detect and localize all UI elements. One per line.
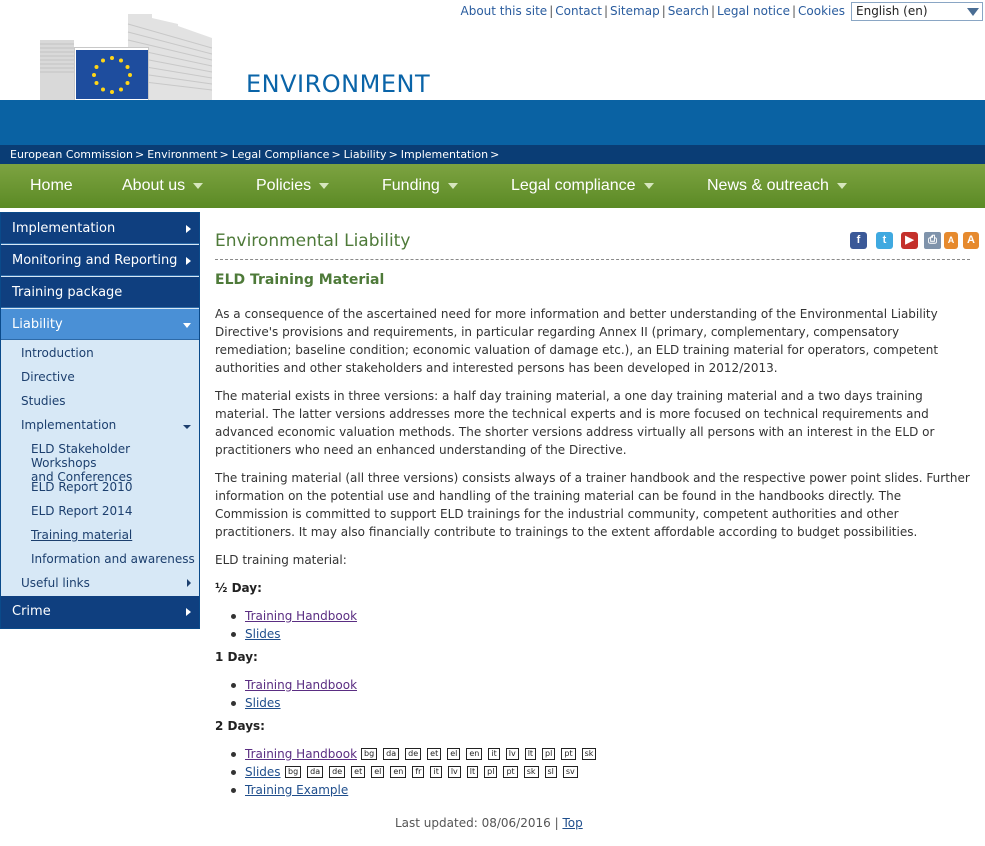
sidebar-item-label: Liability — [12, 317, 63, 332]
section-heading: ELD Training Material — [215, 272, 385, 288]
page-title: Environmental Liability — [215, 231, 411, 251]
sidebar-item-training-material[interactable]: Training material — [31, 528, 133, 542]
contact-link[interactable]: Contact — [555, 4, 602, 18]
language-link-bg[interactable]: bg — [285, 766, 301, 778]
language-link-el[interactable]: el — [371, 766, 384, 778]
about-this-site-link[interactable]: About this site — [460, 4, 548, 18]
sidebar-item-studies[interactable]: Studies — [21, 394, 66, 408]
bullet — [231, 788, 236, 793]
language-link-lv[interactable]: lv — [448, 766, 461, 778]
sidebar-item-implementation-sub[interactable]: Implementation — [21, 418, 117, 432]
legal-notice-link[interactable]: Legal notice — [717, 4, 790, 18]
language-link-et[interactable]: et — [351, 766, 365, 778]
breadcrumb-separator: > — [331, 148, 341, 161]
chevron-right-icon — [187, 579, 191, 587]
half-day-handbook-link[interactable]: Training Handbook — [245, 609, 358, 623]
site-title: ENVIRONMENT — [246, 70, 431, 98]
nav-about-us[interactable] — [122, 164, 203, 208]
sidebar — [0, 212, 200, 629]
facebook-icon[interactable]: f — [850, 232, 867, 249]
language-link-da[interactable]: da — [307, 766, 323, 778]
one-day-slides-link[interactable]: Slides — [245, 696, 281, 710]
youtube-icon[interactable]: ▶ — [901, 232, 918, 249]
language-link-sk[interactable]: sk — [524, 766, 539, 778]
chevron-right-icon — [186, 608, 191, 616]
chevron-down-icon — [644, 183, 654, 189]
chevron-down-icon — [183, 425, 191, 429]
sidebar-item-useful-links[interactable]: Useful links — [21, 576, 90, 590]
material-label: ELD training material: — [215, 553, 347, 567]
half-day-slides-link[interactable]: Slides — [245, 627, 281, 641]
sidebar-item-introduction[interactable]: Introduction — [21, 346, 94, 360]
nav-home-label: Home — [30, 177, 73, 194]
handbook-language-links — [361, 748, 602, 766]
sidebar-item-implementation[interactable] — [1, 213, 199, 244]
workshops-line2: and Conferences — [31, 470, 133, 484]
nav-legal-compliance[interactable] — [511, 164, 654, 208]
chevron-down-icon — [183, 323, 191, 328]
last-updated-text: Last updated: 08/06/2016 — [395, 816, 551, 830]
language-link-pt[interactable]: pt — [561, 748, 575, 760]
breadcrumb-european-commission[interactable]: European Commission — [10, 148, 134, 161]
sidebar-item-monitoring[interactable] — [1, 245, 199, 276]
sidebar-item-liability[interactable] — [1, 309, 199, 340]
two-days-label: 2 Days: — [215, 719, 265, 733]
sidebar-item-label: Crime — [12, 604, 51, 619]
half-day-label: ½ Day: — [215, 581, 262, 595]
sidebar-item-label: Implementation — [12, 221, 116, 236]
breadcrumb-separator: > — [490, 148, 500, 161]
chevron-down-icon — [967, 8, 979, 16]
main-nav — [0, 164, 985, 208]
language-link-sl[interactable]: sl — [545, 766, 557, 778]
language-select[interactable] — [851, 2, 983, 21]
chevron-down-icon — [448, 183, 458, 189]
bullet — [231, 632, 236, 637]
language-link-lt[interactable]: lt — [467, 766, 478, 778]
nav-home[interactable] — [30, 164, 73, 208]
language-link-de[interactable]: de — [329, 766, 345, 778]
sidebar-item-label: Monitoring and Reporting — [12, 253, 178, 268]
sidebar-item-label: Training package — [12, 285, 123, 300]
font-smaller-icon[interactable]: A — [944, 232, 958, 249]
sidebar-item-stakeholder-workshops[interactable] — [31, 442, 199, 484]
chevron-down-icon — [319, 183, 329, 189]
chevron-right-icon — [186, 225, 191, 233]
bullet — [231, 770, 236, 775]
site-header — [0, 0, 985, 145]
bullet — [231, 683, 236, 688]
print-icon[interactable]: ⎙ — [924, 232, 941, 249]
heading-divider — [215, 259, 970, 260]
breadcrumb-legal-compliance[interactable]: Legal Compliance — [231, 148, 330, 161]
language-link-pl[interactable]: pl — [542, 748, 555, 760]
nav-policies-label: Policies — [256, 177, 312, 194]
language-link-fr[interactable]: fr — [412, 766, 424, 778]
language-link-sk[interactable]: sk — [582, 748, 597, 760]
bullet — [231, 752, 236, 757]
bullet — [231, 614, 236, 619]
breadcrumb-separator: > — [388, 148, 398, 161]
nav-funding-label: Funding — [382, 177, 440, 194]
sidebar-item-report-2010[interactable]: ELD Report 2010 — [31, 480, 133, 494]
nav-legal-label: Legal compliance — [511, 177, 636, 194]
one-day-label: 1 Day: — [215, 650, 258, 664]
sidebar-item-crime[interactable] — [1, 596, 199, 628]
breadcrumb-liability[interactable]: Liability — [343, 148, 387, 161]
header-blue-band — [0, 100, 985, 145]
chevron-down-icon — [837, 183, 847, 189]
workshops-line1: ELD Stakeholder Workshops — [31, 442, 131, 470]
nav-news-outreach[interactable] — [707, 164, 847, 208]
language-link-da[interactable]: da — [383, 748, 399, 760]
twitter-icon[interactable]: t — [876, 232, 893, 249]
breadcrumb — [0, 145, 985, 164]
language-link-pt[interactable]: pt — [503, 766, 517, 778]
sidebar-item-information-awareness[interactable]: Information and awareness — [31, 552, 195, 566]
language-link-pl[interactable]: pl — [484, 766, 497, 778]
chevron-right-icon — [186, 257, 191, 265]
language-link-el[interactable]: el — [447, 748, 460, 760]
nav-funding[interactable] — [382, 164, 458, 208]
language-link-bg[interactable]: bg — [361, 748, 377, 760]
nav-policies[interactable] — [256, 164, 329, 208]
sidebar-item-report-2014[interactable]: ELD Report 2014 — [31, 504, 133, 518]
chevron-down-icon — [193, 183, 203, 189]
language-link-it[interactable]: it — [430, 766, 441, 778]
training-example-link[interactable]: Training Example — [245, 783, 349, 797]
sidebar-item-training-package[interactable] — [1, 277, 199, 308]
breadcrumb-separator: > — [219, 148, 229, 161]
paragraph-intro: As a consequence of the ascertained need for more information and better understanding of the Environmental Liability Directive's provisions and requirements, in particular regarding Annex II (primary, complementary, compensatory remediation; baseline condition; economic valuation of damage etc.), an ELD training material for operators, competent authorities and other stakeholders and interested persons has been developed in 2012/2013. — [215, 307, 939, 375]
language-link-et[interactable]: et — [427, 748, 441, 760]
footer-separator: | — [554, 816, 559, 830]
cookies-link[interactable]: Cookies — [798, 4, 845, 18]
language-link-sv[interactable]: sv — [563, 766, 578, 778]
breadcrumb-separator: > — [135, 148, 145, 161]
footer-last-updated — [395, 816, 583, 830]
breadcrumb-environment[interactable]: Environment — [147, 148, 218, 161]
eu-flag-icon — [76, 50, 148, 99]
breadcrumb-implementation[interactable]: Implementation — [400, 148, 489, 161]
language-link-lv[interactable]: lv — [506, 748, 519, 760]
top-links: About this site | Contact | Sitemap | Search | Legal notice | Cookies — [460, 4, 845, 18]
language-link-lt[interactable]: lt — [525, 748, 536, 760]
bullet — [231, 701, 236, 706]
nav-about-label: About us — [122, 177, 186, 194]
paragraph-versions: The material exists in three versions: a half day training material, a one day training material and a two days training material. The latter versions addresses more the technical experts and is more focused on technical requirements and advanced economic valuation methods. The shorter versions address virtually all persons with an interest in the ELD or practitioners who need an enhanced understanding of the Directive. — [215, 389, 935, 457]
two-days-slides-link[interactable]: Slides — [245, 765, 281, 779]
language-select-value: English (en) — [856, 4, 928, 18]
sidebar-item-directive[interactable]: Directive — [21, 370, 75, 384]
font-larger-icon[interactable]: A — [963, 232, 979, 249]
language-link-en[interactable]: en — [466, 748, 482, 760]
sitemap-link[interactable]: Sitemap — [609, 4, 660, 18]
back-to-top-link[interactable]: Top — [562, 816, 583, 830]
language-link-it[interactable]: it — [488, 748, 499, 760]
one-day-handbook-link[interactable]: Training Handbook — [245, 678, 358, 692]
paragraph-material: The training material (all three versions) consists always of a trainer handbook and the respective power point slides. Further information on the potential use and handling of the training material can be found in the handbooks directly. The Commission is committed to support ELD trainings for the industrial community, competent authorities and other practitioners. It may also financially contribute to trainings to the extent affordable according to budget possibilities. — [215, 471, 970, 539]
language-link-de[interactable]: de — [405, 748, 421, 760]
search-link[interactable]: Search — [667, 4, 709, 18]
nav-news-label: News & outreach — [707, 177, 829, 194]
language-link-en[interactable]: en — [390, 766, 406, 778]
two-days-handbook-link[interactable]: Training Handbook — [245, 747, 358, 761]
